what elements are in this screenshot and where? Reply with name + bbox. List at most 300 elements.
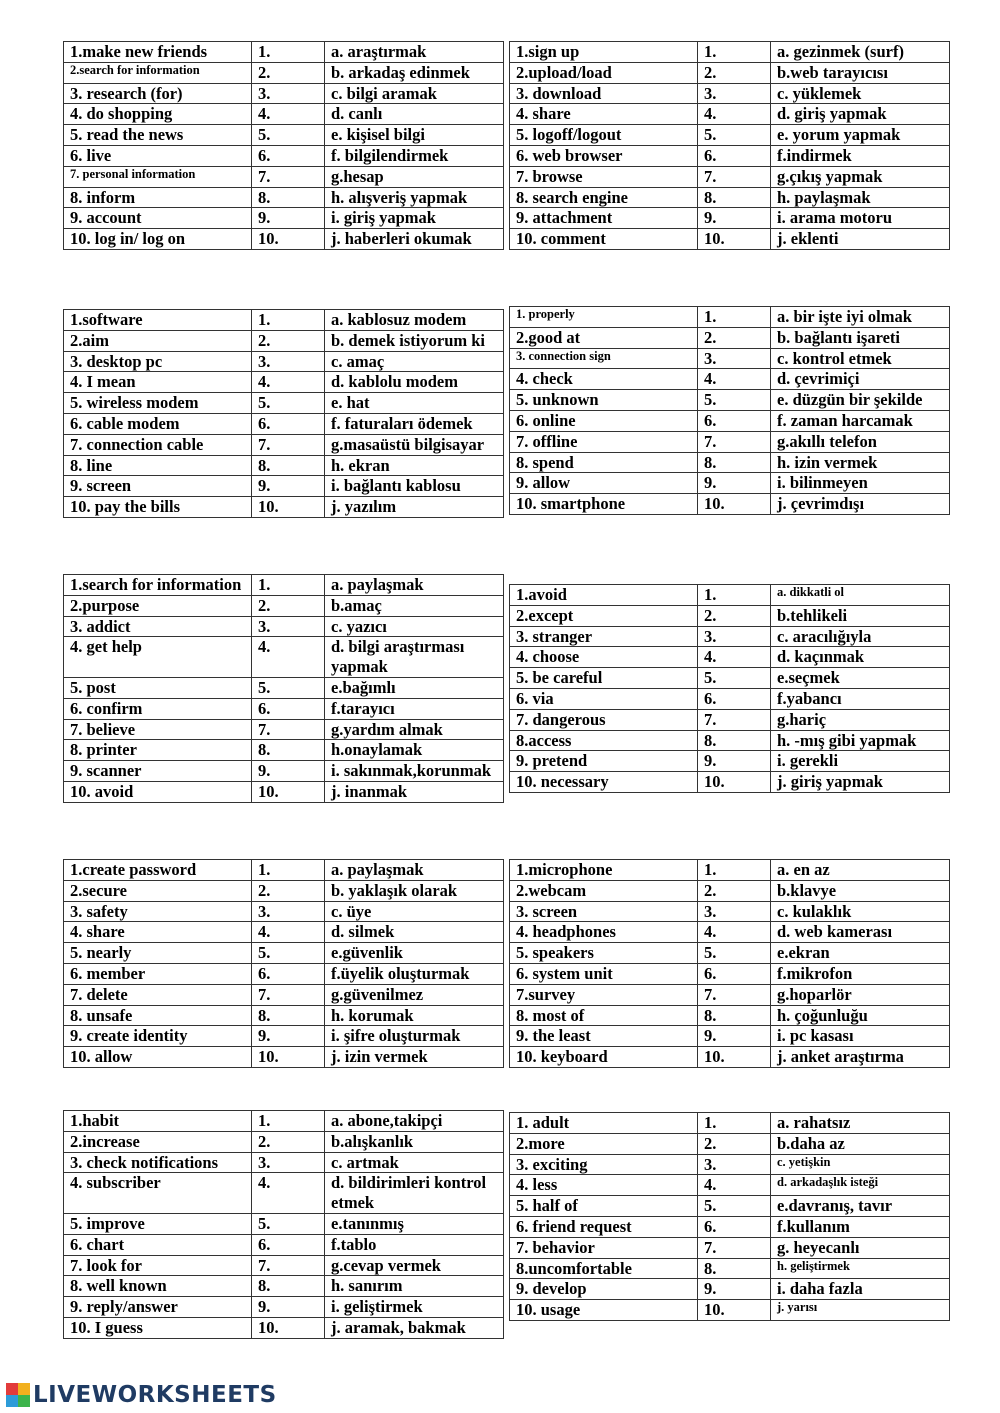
table-row — [64, 104, 504, 125]
number-cell: 2. — [252, 62, 325, 83]
english-term-cell: 4. do shopping — [64, 104, 252, 125]
turkish-meaning-cell: g.hariç — [771, 709, 950, 730]
number-cell: 1. — [698, 585, 771, 606]
number-cell: 2. — [698, 880, 771, 901]
english-term-cell: 1.search for information — [64, 575, 252, 596]
table-row — [510, 860, 950, 881]
english-term-cell: 3. addict — [64, 616, 252, 637]
table-row — [510, 668, 950, 689]
number-cell: 7. — [698, 984, 771, 1005]
english-term-cell: 7. behavior — [510, 1237, 698, 1258]
table-row — [64, 1026, 504, 1047]
vocab-table-body — [510, 860, 950, 1068]
turkish-meaning-cell: d. kaçınmak — [771, 647, 950, 668]
table-row — [510, 369, 950, 390]
number-cell: 2. — [252, 880, 325, 901]
table-row — [510, 1216, 950, 1237]
table-row — [64, 1047, 504, 1068]
english-term-cell: 3. exciting — [510, 1154, 698, 1175]
table-row — [510, 1133, 950, 1154]
turkish-meaning-cell: h. ekran — [325, 455, 504, 476]
vocab-table-2 — [509, 41, 950, 250]
table-row — [510, 1113, 950, 1134]
table-row — [510, 963, 950, 984]
table-row — [64, 698, 504, 719]
english-term-cell: 10. necessary — [510, 772, 698, 793]
english-term-cell: 7. personal information — [64, 166, 252, 187]
table-row — [510, 83, 950, 104]
number-cell: 3. — [252, 83, 325, 104]
table-row — [510, 688, 950, 709]
english-term-cell: 5. post — [64, 677, 252, 698]
table-row — [510, 307, 950, 328]
english-term-cell: 7. connection cable — [64, 434, 252, 455]
turkish-meaning-cell: c. kulaklık — [771, 901, 950, 922]
table-row — [510, 880, 950, 901]
turkish-meaning-cell: d. bilgi araştırması yapmak — [325, 637, 504, 678]
table-row — [510, 104, 950, 125]
turkish-meaning-cell: j. haberleri okumak — [325, 229, 504, 250]
number-cell: 5. — [252, 1213, 325, 1234]
turkish-meaning-cell: c. yüklemek — [771, 83, 950, 104]
english-term-cell: 1.microphone — [510, 860, 698, 881]
number-cell: 10. — [698, 1047, 771, 1068]
turkish-meaning-cell: e.güvenlik — [325, 943, 504, 964]
turkish-meaning-cell: a. kablosuz modem — [325, 310, 504, 331]
table-row — [64, 145, 504, 166]
turkish-meaning-cell: i. arama motoru — [771, 208, 950, 229]
number-cell: 2. — [252, 1131, 325, 1152]
english-term-cell: 2.increase — [64, 1131, 252, 1152]
english-term-cell: 9. allow — [510, 473, 698, 494]
english-term-cell: 10. log in/ log on — [64, 229, 252, 250]
turkish-meaning-cell: f.kullanım — [771, 1216, 950, 1237]
english-term-cell: 9. account — [64, 208, 252, 229]
turkish-meaning-cell: g. heyecanlı — [771, 1237, 950, 1258]
english-term-cell: 1. adult — [510, 1113, 698, 1134]
table-row — [64, 83, 504, 104]
number-cell: 8. — [698, 187, 771, 208]
table-row — [510, 1300, 950, 1321]
turkish-meaning-cell: a. en az — [771, 860, 950, 881]
table-row — [510, 348, 950, 369]
english-term-cell: 10. pay the bills — [64, 497, 252, 518]
number-cell: 4. — [252, 104, 325, 125]
turkish-meaning-cell: h. paylaşmak — [771, 187, 950, 208]
english-term-cell: 9. attachment — [510, 208, 698, 229]
number-cell: 4. — [698, 369, 771, 390]
turkish-meaning-cell: c. aracılığıyla — [771, 626, 950, 647]
vocab-table-body — [510, 42, 950, 250]
table-row — [64, 922, 504, 943]
turkish-meaning-cell: h. alışveriş yapmak — [325, 187, 504, 208]
english-term-cell: 9. the least — [510, 1026, 698, 1047]
english-term-cell: 8. printer — [64, 740, 252, 761]
english-term-cell: 10. comment — [510, 229, 698, 250]
turkish-meaning-cell: d. giriş yapmak — [771, 104, 950, 125]
turkish-meaning-cell: c. yetişkin — [771, 1154, 950, 1175]
vocab-table-body — [510, 585, 950, 793]
english-term-cell: 3. safety — [64, 901, 252, 922]
number-cell: 3. — [698, 901, 771, 922]
turkish-meaning-cell: h. geliştirmek — [771, 1258, 950, 1279]
english-term-cell: 5. wireless modem — [64, 393, 252, 414]
number-cell: 10. — [252, 497, 325, 518]
table-row — [64, 42, 504, 63]
turkish-meaning-cell: i. sakınmak,korunmak — [325, 761, 504, 782]
english-term-cell: 7. believe — [64, 719, 252, 740]
turkish-meaning-cell: c. kontrol etmek — [771, 348, 950, 369]
table-row — [64, 434, 504, 455]
number-cell: 3. — [698, 348, 771, 369]
table-row — [64, 637, 504, 678]
table-row — [510, 473, 950, 494]
table-row — [510, 431, 950, 452]
table-row — [64, 497, 504, 518]
turkish-meaning-cell: e. yorum yapmak — [771, 125, 950, 146]
table-row — [64, 229, 504, 250]
number-cell: 7. — [252, 984, 325, 1005]
turkish-meaning-cell: j. inanmak — [325, 781, 504, 802]
turkish-meaning-cell: e.seçmek — [771, 668, 950, 689]
liveworksheets-icon — [6, 1383, 30, 1407]
number-cell: 5. — [698, 125, 771, 146]
english-term-cell: 2.except — [510, 605, 698, 626]
english-term-cell: 6. system unit — [510, 963, 698, 984]
turkish-meaning-cell: i. geliştirmek — [325, 1297, 504, 1318]
table-row — [64, 1111, 504, 1132]
english-term-cell: 1.software — [64, 310, 252, 331]
number-cell: 6. — [252, 413, 325, 434]
turkish-meaning-cell: h. izin vermek — [771, 452, 950, 473]
turkish-meaning-cell: i. pc kasası — [771, 1026, 950, 1047]
turkish-meaning-cell: f. bilgilendirmek — [325, 145, 504, 166]
table-row — [510, 1005, 950, 1026]
number-cell: 7. — [252, 166, 325, 187]
number-cell: 9. — [252, 1297, 325, 1318]
turkish-meaning-cell: a. abone,takipçi — [325, 1111, 504, 1132]
turkish-meaning-cell: d. kablolu modem — [325, 372, 504, 393]
table-row — [64, 166, 504, 187]
english-term-cell: 6. web browser — [510, 145, 698, 166]
number-cell: 10. — [252, 1317, 325, 1338]
turkish-meaning-cell: b.web tarayıcısı — [771, 62, 950, 83]
number-cell: 1. — [252, 575, 325, 596]
number-cell: 10. — [698, 494, 771, 515]
number-cell: 1. — [698, 860, 771, 881]
turkish-meaning-cell: h. sanırım — [325, 1276, 504, 1297]
number-cell: 9. — [698, 1279, 771, 1300]
english-term-cell: 2.search for information — [64, 62, 252, 83]
vocab-table-1 — [63, 41, 504, 250]
number-cell: 1. — [698, 42, 771, 63]
number-cell: 4. — [252, 1173, 325, 1214]
number-cell: 3. — [252, 1152, 325, 1173]
english-term-cell: 5. speakers — [510, 943, 698, 964]
number-cell: 6. — [252, 698, 325, 719]
table-row — [64, 372, 504, 393]
turkish-meaning-cell: e.davranış, tavır — [771, 1196, 950, 1217]
number-cell: 5. — [698, 943, 771, 964]
turkish-meaning-cell: h.onaylamak — [325, 740, 504, 761]
turkish-meaning-cell: g.hesap — [325, 166, 504, 187]
english-term-cell: 7. delete — [64, 984, 252, 1005]
turkish-meaning-cell: f.yabancı — [771, 688, 950, 709]
vocab-table-8 — [509, 859, 950, 1068]
table-row — [510, 751, 950, 772]
number-cell: 6. — [698, 688, 771, 709]
vocab-table-body — [510, 307, 950, 515]
number-cell: 8. — [252, 1276, 325, 1297]
english-term-cell: 1. properly — [510, 307, 698, 328]
table-row — [510, 208, 950, 229]
english-term-cell: 9. scanner — [64, 761, 252, 782]
english-term-cell: 9. pretend — [510, 751, 698, 772]
english-term-cell: 1.sign up — [510, 42, 698, 63]
number-cell: 3. — [698, 626, 771, 647]
table-row — [64, 1152, 504, 1173]
number-cell: 2. — [698, 327, 771, 348]
turkish-meaning-cell: i. gerekli — [771, 751, 950, 772]
english-term-cell: 6. cable modem — [64, 413, 252, 434]
turkish-meaning-cell: c. yazıcı — [325, 616, 504, 637]
english-term-cell: 7. dangerous — [510, 709, 698, 730]
english-term-cell: 4. less — [510, 1175, 698, 1196]
table-row — [64, 740, 504, 761]
table-row — [510, 901, 950, 922]
english-term-cell: 3. stranger — [510, 626, 698, 647]
number-cell: 1. — [698, 307, 771, 328]
english-term-cell: 8. most of — [510, 1005, 698, 1026]
table-row — [64, 984, 504, 1005]
turkish-meaning-cell: i. bağlantı kablosu — [325, 476, 504, 497]
table-row — [510, 984, 950, 1005]
english-term-cell: 7. offline — [510, 431, 698, 452]
turkish-meaning-cell: a. paylaşmak — [325, 860, 504, 881]
turkish-meaning-cell: b. arkadaş edinmek — [325, 62, 504, 83]
table-row — [510, 1047, 950, 1068]
english-term-cell: 8.uncomfortable — [510, 1258, 698, 1279]
english-term-cell: 1.make new friends — [64, 42, 252, 63]
number-cell: 7. — [698, 431, 771, 452]
number-cell: 9. — [252, 1026, 325, 1047]
english-term-cell: 8. search engine — [510, 187, 698, 208]
number-cell: 10. — [698, 229, 771, 250]
table-row — [64, 1173, 504, 1214]
english-term-cell: 6. member — [64, 963, 252, 984]
turkish-meaning-cell: g.cevap vermek — [325, 1255, 504, 1276]
english-term-cell: 10. usage — [510, 1300, 698, 1321]
number-cell: 8. — [698, 1005, 771, 1026]
turkish-meaning-cell: i. şifre oluşturmak — [325, 1026, 504, 1047]
table-row — [64, 125, 504, 146]
turkish-meaning-cell: b. demek istiyorum ki — [325, 330, 504, 351]
turkish-meaning-cell: d. arkadaşlık isteği — [771, 1175, 950, 1196]
turkish-meaning-cell: e. düzgün bir şekilde — [771, 390, 950, 411]
turkish-meaning-cell: f.mikrofon — [771, 963, 950, 984]
vocab-table-3 — [63, 309, 504, 518]
turkish-meaning-cell: g.güvenilmez — [325, 984, 504, 1005]
english-term-cell: 2.purpose — [64, 595, 252, 616]
english-term-cell: 6. confirm — [64, 698, 252, 719]
turkish-meaning-cell: j. eklenti — [771, 229, 950, 250]
english-term-cell: 8. spend — [510, 452, 698, 473]
table-row — [510, 145, 950, 166]
vocab-table-6 — [509, 584, 950, 793]
table-row — [64, 1317, 504, 1338]
table-row — [510, 943, 950, 964]
table-row — [510, 187, 950, 208]
turkish-meaning-cell: j. izin vermek — [325, 1047, 504, 1068]
turkish-meaning-cell: a. dikkatli ol — [771, 585, 950, 606]
number-cell: 1. — [252, 860, 325, 881]
table-row — [510, 730, 950, 751]
number-cell: 6. — [252, 145, 325, 166]
number-cell: 6. — [698, 963, 771, 984]
turkish-meaning-cell: f.tarayıcı — [325, 698, 504, 719]
number-cell: 8. — [698, 1258, 771, 1279]
turkish-meaning-cell: c. üye — [325, 901, 504, 922]
turkish-meaning-cell: c. amaç — [325, 351, 504, 372]
turkish-meaning-cell: a. rahatsız — [771, 1113, 950, 1134]
number-cell: 9. — [698, 473, 771, 494]
english-term-cell: 7.survey — [510, 984, 698, 1005]
number-cell: 5. — [252, 393, 325, 414]
number-cell: 3. — [698, 83, 771, 104]
number-cell: 8. — [252, 455, 325, 476]
number-cell: 5. — [252, 677, 325, 698]
table-row — [64, 677, 504, 698]
table-row — [64, 761, 504, 782]
logo-square — [18, 1395, 30, 1407]
turkish-meaning-cell: j. anket araştırma — [771, 1047, 950, 1068]
brand-name: LIVEWORKSHEETS — [33, 1382, 277, 1408]
table-row — [64, 330, 504, 351]
number-cell: 4. — [252, 922, 325, 943]
table-row — [510, 62, 950, 83]
english-term-cell: 6. friend request — [510, 1216, 698, 1237]
english-term-cell: 9. reply/answer — [64, 1297, 252, 1318]
number-cell: 7. — [698, 1237, 771, 1258]
turkish-meaning-cell: a. paylaşmak — [325, 575, 504, 596]
table-row — [64, 595, 504, 616]
vocab-table-9 — [63, 1110, 504, 1339]
english-term-cell: 4. I mean — [64, 372, 252, 393]
vocab-table-body — [64, 310, 504, 518]
vocab-table-body — [64, 42, 504, 250]
number-cell: 5. — [698, 390, 771, 411]
table-row — [64, 1276, 504, 1297]
english-term-cell: 2.secure — [64, 880, 252, 901]
turkish-meaning-cell: j. yazılım — [325, 497, 504, 518]
table-row — [510, 1279, 950, 1300]
table-row — [64, 1213, 504, 1234]
table-row — [64, 413, 504, 434]
turkish-meaning-cell: h. korumak — [325, 1005, 504, 1026]
vocab-table-body — [510, 1113, 950, 1321]
number-cell: 10. — [698, 1300, 771, 1321]
number-cell: 2. — [252, 595, 325, 616]
turkish-meaning-cell: b.klavye — [771, 880, 950, 901]
number-cell: 7. — [252, 434, 325, 455]
table-row — [510, 42, 950, 63]
table-row — [510, 494, 950, 515]
number-cell: 1. — [252, 1111, 325, 1132]
number-cell: 8. — [252, 740, 325, 761]
table-row — [510, 1154, 950, 1175]
turkish-meaning-cell: g.masaüstü bilgisayar — [325, 434, 504, 455]
turkish-meaning-cell: j. yarısı — [771, 1300, 950, 1321]
table-row — [510, 772, 950, 793]
turkish-meaning-cell: j. çevrimdışı — [771, 494, 950, 515]
table-row — [510, 1175, 950, 1196]
english-term-cell: 3. connection sign — [510, 348, 698, 369]
table-row — [510, 1258, 950, 1279]
turkish-meaning-cell: h. çoğunluğu — [771, 1005, 950, 1026]
english-term-cell: 4. check — [510, 369, 698, 390]
english-term-cell: 9. create identity — [64, 1026, 252, 1047]
turkish-meaning-cell: e. hat — [325, 393, 504, 414]
english-term-cell: 4. get help — [64, 637, 252, 678]
turkish-meaning-cell: g.hoparlör — [771, 984, 950, 1005]
table-row — [510, 229, 950, 250]
english-term-cell: 8. well known — [64, 1276, 252, 1297]
english-term-cell: 4. choose — [510, 647, 698, 668]
number-cell: 4. — [698, 922, 771, 943]
english-term-cell: 3. download — [510, 83, 698, 104]
turkish-meaning-cell: d. silmek — [325, 922, 504, 943]
number-cell: 9. — [252, 208, 325, 229]
number-cell: 2. — [698, 1133, 771, 1154]
number-cell: 9. — [698, 751, 771, 772]
english-term-cell: 3. check notifications — [64, 1152, 252, 1173]
number-cell: 5. — [698, 1196, 771, 1217]
english-term-cell: 1.habit — [64, 1111, 252, 1132]
table-row — [64, 719, 504, 740]
table-row — [64, 1234, 504, 1255]
number-cell: 7. — [252, 719, 325, 740]
turkish-meaning-cell: i. giriş yapmak — [325, 208, 504, 229]
english-term-cell: 10. keyboard — [510, 1047, 698, 1068]
table-row — [64, 393, 504, 414]
english-term-cell: 2.aim — [64, 330, 252, 351]
table-row — [64, 943, 504, 964]
number-cell: 9. — [252, 476, 325, 497]
english-term-cell: 10. avoid — [64, 781, 252, 802]
table-row — [64, 476, 504, 497]
turkish-meaning-cell: g.çıkış yapmak — [771, 166, 950, 187]
table-row — [64, 187, 504, 208]
english-term-cell: 6. online — [510, 410, 698, 431]
english-term-cell: 7. look for — [64, 1255, 252, 1276]
number-cell: 2. — [252, 330, 325, 351]
turkish-meaning-cell: e.bağımlı — [325, 677, 504, 698]
turkish-meaning-cell: h. -mış gibi yapmak — [771, 730, 950, 751]
table-row — [64, 880, 504, 901]
vocab-table-4 — [509, 306, 950, 515]
number-cell: 8. — [698, 730, 771, 751]
number-cell: 9. — [698, 1026, 771, 1047]
number-cell: 10. — [698, 772, 771, 793]
turkish-meaning-cell: b.alışkanlık — [325, 1131, 504, 1152]
english-term-cell: 9. develop — [510, 1279, 698, 1300]
table-row — [64, 1131, 504, 1152]
vocab-table-10 — [509, 1112, 950, 1321]
english-term-cell: 4. subscriber — [64, 1173, 252, 1214]
number-cell: 2. — [698, 62, 771, 83]
english-term-cell: 10. I guess — [64, 1317, 252, 1338]
vocab-table-body — [64, 860, 504, 1068]
